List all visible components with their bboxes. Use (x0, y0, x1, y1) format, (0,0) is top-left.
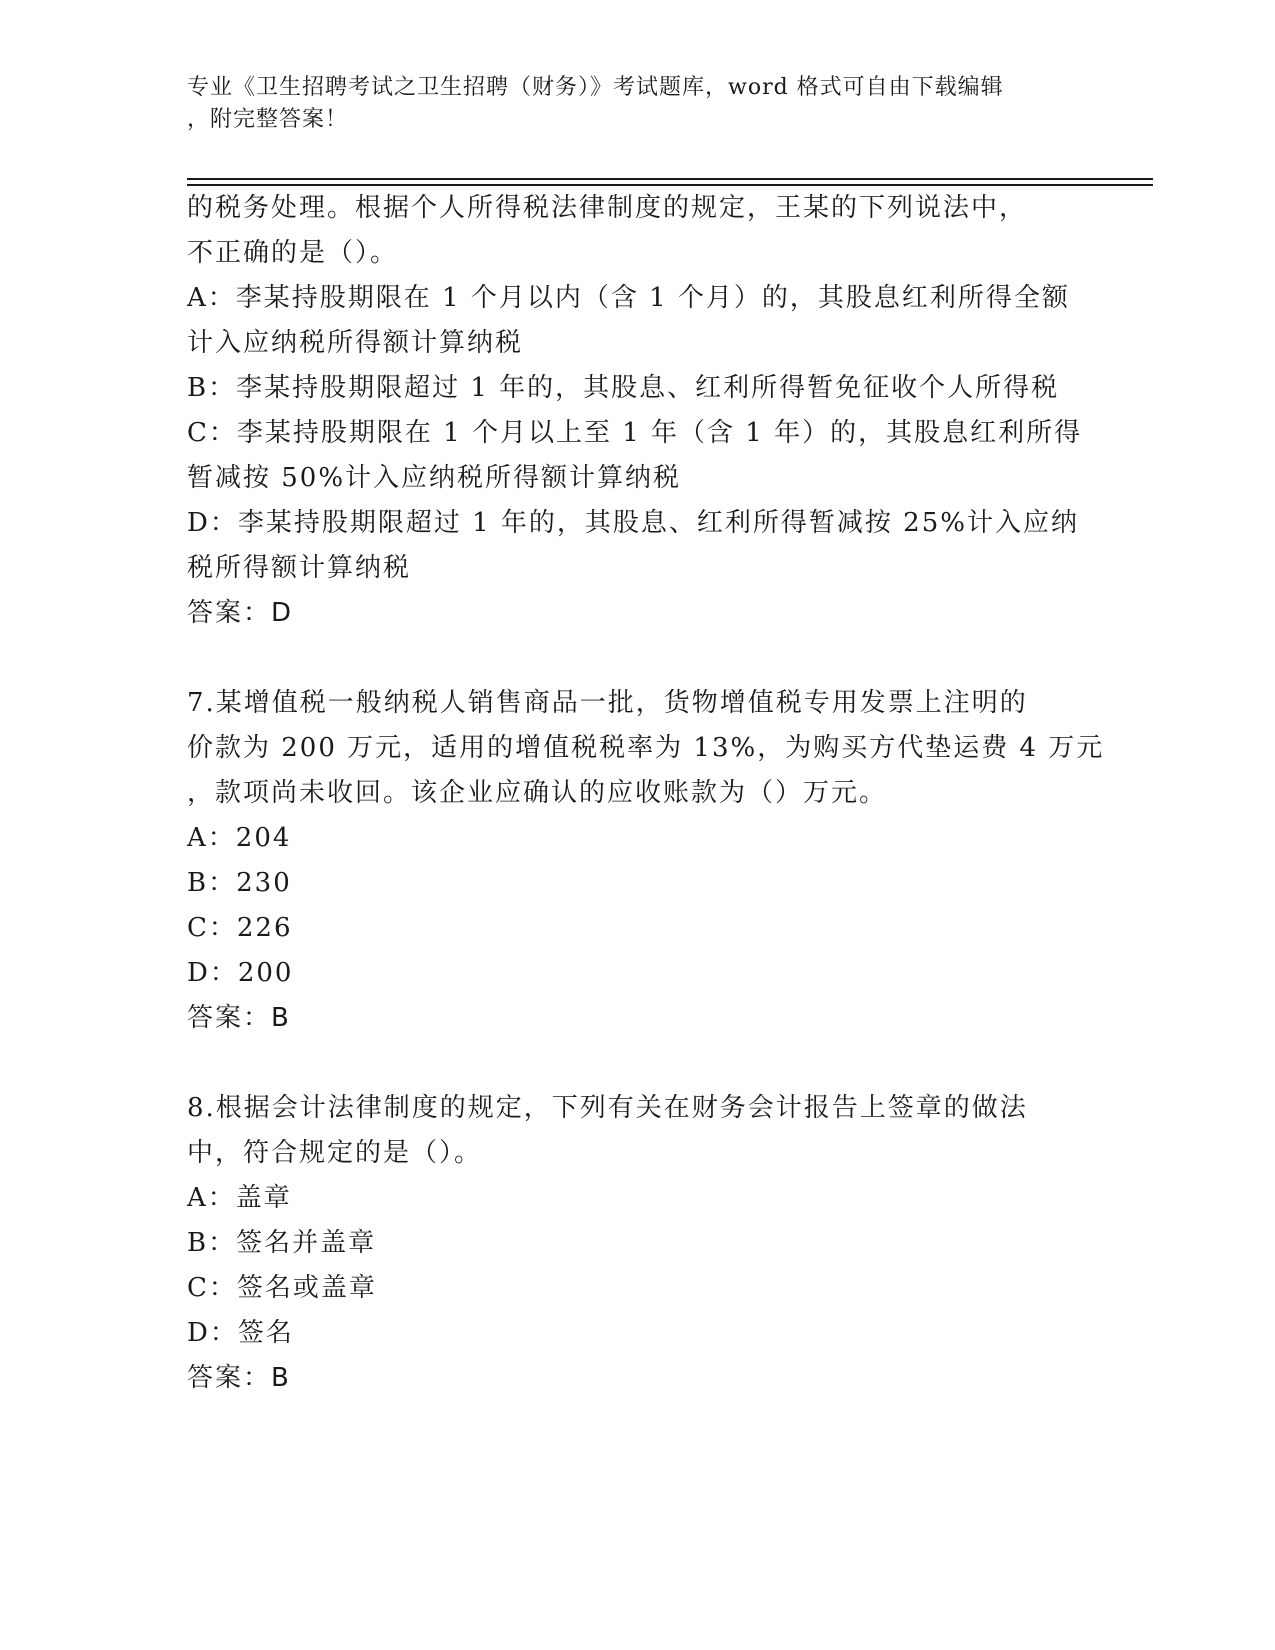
option-d-continued: 税所得额计算纳税 (187, 553, 412, 583)
question-stem: 中，符合规定的是（）。 (187, 1138, 483, 1168)
header-line-2: ，附完整答案！ (187, 107, 349, 132)
answer: 答案：D (187, 598, 294, 628)
answer: 答案：B (187, 1363, 291, 1393)
option-b: B：李某持股期限超过 1 年的，其股息、红利所得暂免征收个人所得税 (187, 373, 1060, 403)
question-8 (187, 1086, 1087, 1401)
spacer (187, 1041, 1087, 1086)
option-a-continued: 计入应纳税所得额计算纳税 (187, 328, 524, 358)
question-stem: 不正确的是（）。 (187, 238, 399, 268)
option-d: D：200 (187, 958, 294, 988)
option-b: B：230 (187, 868, 292, 898)
option-a: A：204 (187, 823, 292, 853)
answer: 答案：B (187, 1003, 291, 1033)
document-header (187, 72, 1067, 136)
option-c: C：226 (187, 913, 293, 943)
option-d: D：签名 (187, 1318, 294, 1348)
option-d: D：李某持股期限超过 1 年的，其股息、红利所得暂减按 25%计入应纳 (187, 508, 1079, 538)
option-c: C：李某持股期限在 1 个月以上至 1 年（含 1 年）的，其股息红利所得 (187, 418, 1083, 448)
option-a: A：李某持股期限在 1 个月以内（含 1 个月）的，其股息红利所得全额 (187, 283, 1070, 313)
question-stem: 的税务处理。根据个人所得税法律制度的规定，王某的下列说法中， (187, 193, 1028, 223)
question-stem: 8.根据会计法律制度的规定，下列有关在财务会计报告上签章的做法 (187, 1093, 1028, 1123)
option-a: A：盖章 (187, 1183, 292, 1213)
header-line-1: 专业《卫生招聘考试之卫生招聘（财务）》考试题库，word 格式可自由下载编辑 (187, 75, 1004, 100)
spacer (187, 636, 1087, 681)
question-6 (187, 186, 1087, 636)
option-b: B：签名并盖章 (187, 1228, 377, 1258)
question-stem: 价款为 200 万元，适用的增值税税率为 13%，为购买方代垫运费 4 万元 (187, 733, 1105, 763)
option-c: C：签名或盖章 (187, 1273, 377, 1303)
question-content (187, 186, 1105, 1401)
question-7 (187, 681, 1105, 1041)
header-divider-top (187, 178, 1153, 180)
question-stem: 7.某增值税一般纳税人销售商品一批，货物增值税专用发票上注明的 (187, 688, 1028, 718)
question-stem: ，款项尚未收回。该企业应确认的应收账款为（）万元。 (187, 778, 888, 808)
option-c-continued: 暂减按 50%计入应纳税所得额计算纳税 (187, 463, 682, 493)
